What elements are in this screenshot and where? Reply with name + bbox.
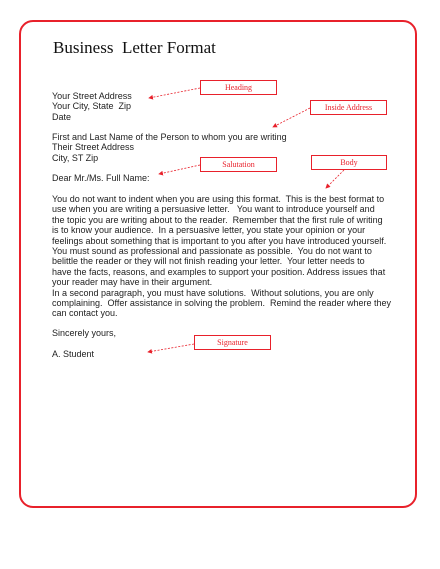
inside-address-line: First and Last Name of the Person to whom you are writing (52, 132, 287, 142)
body-line: use when you are writing a persuasive letter. You want to introduce yourself and (52, 204, 375, 215)
callout-signature: Signature (194, 335, 271, 350)
heading-line: Your City, State Zip (52, 101, 132, 112)
signature-text: A. Student (52, 349, 95, 359)
callout-inside-address: Inside Address (310, 100, 387, 115)
salutation-text: Dear Mr./Ms. Full Name: (52, 173, 150, 183)
body-line: have the facts, reasons, and examples to support your position. Address issues that (52, 266, 386, 277)
signature-arrow (148, 344, 194, 352)
inside-address-line: Their Street Address (52, 142, 135, 153)
body-line: belittle the reader or they will not finish reading your letter. Your letter needs to (52, 256, 365, 267)
body-line: the topic you are writing about to the reader. Remember that the first rule of writing (52, 214, 383, 225)
closing-text: Sincerely yours, (52, 328, 117, 338)
body-line: can contact you. (52, 308, 118, 319)
body-line: You do not want to indent when you are using this format. This is the best format to (52, 194, 385, 204)
body-line: In a second paragraph, you must have solutions. Without solutions, you are only (52, 287, 374, 298)
body-line: your reader may have in their argument. (52, 277, 213, 288)
salutation-arrow (159, 165, 200, 174)
inside-address-arrow (273, 108, 310, 127)
inside-address-line: City, ST Zip (52, 152, 99, 163)
body-line: feelings about something that is important to you after you have introduced yourself. (52, 235, 387, 246)
callout-body: Body (311, 155, 387, 170)
heading-line: Your Street Address (52, 91, 132, 101)
callout-salutation: Salutation (200, 157, 277, 172)
document-title: Business Letter Format (53, 38, 216, 57)
body-line: complaining. Offer assistance in solving the problem. Remind the reader where they (52, 298, 392, 308)
callout-heading: Heading (200, 80, 277, 95)
heading-arrow (149, 88, 200, 98)
body-arrow (326, 170, 344, 188)
heading-line: Date (52, 111, 72, 122)
body-line: is to know your audience. In a persuasive letter, you state your opinion or your (52, 225, 366, 236)
body-line: You must sound as professional and passionate as possible. You do not want to (52, 246, 372, 256)
